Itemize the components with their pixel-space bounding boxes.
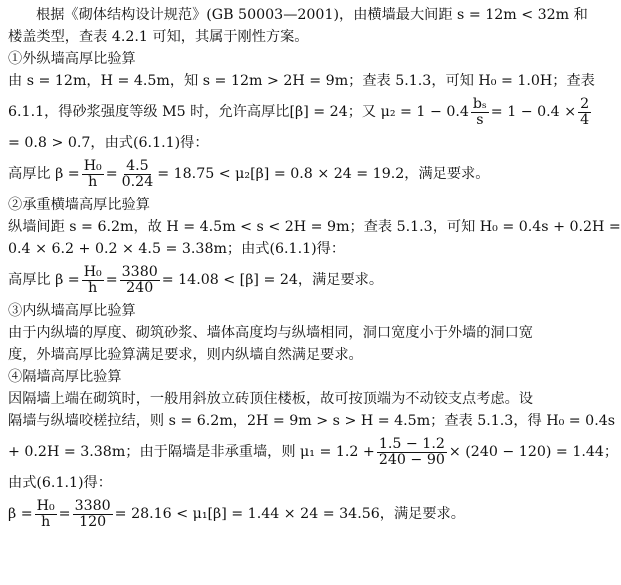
fraction-denominator: h — [88, 279, 98, 296]
fraction — [578, 97, 591, 128]
formula-pre: 6.1.1，得砂浆强度等级 M5 时，允许高厚比[β] = 24；又 μ₂ = 1 − 0.4 — [8, 104, 469, 120]
fraction-denominator: 240 − 90 — [378, 451, 445, 468]
formula-pre: 高厚比 β = — [8, 166, 80, 182]
fraction — [377, 437, 447, 468]
formula-line — [8, 260, 594, 300]
text-line: 根据《砌体结构设计规范》(GB 50003—2001)，由横墙最大间距 s = 12m < 32m 和 — [36, 7, 588, 23]
formula-line — [8, 92, 594, 132]
text-line: ①外纵墙高厚比验算 — [8, 51, 136, 67]
text-line: 由式(6.1.1)得： — [8, 475, 112, 491]
text-line: ④隔墙高厚比验算 — [8, 369, 122, 385]
fraction-numerator: bₛ — [472, 95, 487, 112]
text-line: 隔墙与纵墙咬槎拉结，则 s = 6.2m，2H = 9m > s > H = 4.5m；查表 5.1.3，得 H₀ = 0.4s — [8, 413, 616, 429]
fraction-denominator: h — [41, 513, 51, 530]
fraction — [82, 159, 104, 190]
fraction-numerator: 1.5 − 1.2 — [378, 435, 445, 452]
fraction-denominator: s — [476, 111, 484, 128]
fraction-numerator: 4.5 — [126, 157, 149, 174]
formula-post: = 14.08 < [β] = 24，满足要求。 — [161, 272, 384, 288]
fraction-numerator: H₀ — [83, 263, 102, 280]
formula-mid: = 1 − 0.4 × — [490, 104, 577, 120]
formula-line — [8, 432, 619, 472]
formula-post: = 18.75 < μ₂[β] = 0.8 × 24 = 19.2，满足要求。 — [157, 166, 490, 182]
formula-post: = 28.16 < μ₁[β] = 1.44 × 24 = 34.56，满足要求。 — [114, 506, 465, 522]
formula-mid: = — [58, 506, 71, 522]
formula-mid: × (240 − 120) = 1.44； — [448, 444, 619, 460]
fraction-denominator: 120 — [79, 513, 107, 530]
fraction-denominator: 0.24 — [121, 173, 154, 190]
formula-line — [8, 494, 594, 534]
formula-pre: 高厚比 β = — [8, 272, 80, 288]
formula-pre: β = — [8, 506, 33, 522]
text-line: 由 s = 12m，H = 4.5m，知 s = 12m > 2H = 9m；查表 5.1.3，可知 H₀ = 1.0H；查表 — [8, 73, 595, 89]
fraction — [120, 159, 156, 190]
formula-mid: = — [105, 272, 118, 288]
fraction — [120, 265, 160, 296]
fraction-numerator: 3380 — [74, 497, 111, 514]
text-line: 楼盖类型，查表 4.2.1 可知，其属于刚性方案。 — [8, 29, 309, 45]
text-line: 度，外墙高厚比验算满足要求，则内纵墙自然满足要求。 — [8, 347, 363, 363]
fraction-denominator: h — [88, 173, 98, 190]
fraction-numerator: 3380 — [121, 263, 158, 280]
formula-mid: = — [105, 166, 118, 182]
text-line: = 0.8 > 0.7，由式(6.1.1)得： — [8, 135, 209, 151]
fraction-denominator: 4 — [580, 111, 590, 128]
text-line: 由于内纵墙的厚度、砌筑砂浆、墙体高度均与纵墙相同，洞口宽度小于外墙的洞口宽 — [8, 325, 533, 341]
fraction-numerator: 2 — [580, 95, 590, 112]
formula-pre: + 0.2H = 3.38m；由于隔墙是非承重墙，则 μ₁ = 1.2 + — [8, 444, 375, 460]
fraction — [73, 499, 113, 530]
fraction-numerator: H₀ — [36, 497, 55, 514]
text-line: 因隔墙上端在砌筑时，一般用斜放立砖顶住楼板，故可按顶端为不动铰支点考虑。设 — [8, 391, 533, 407]
text-line: 纵墙间距 s = 6.2m，故 H = 4.5m < s < 2H = 9m；查表 5.1.3，可知 H₀ = 0.4s + 0.2H = — [8, 219, 621, 235]
text-line: ③内纵墙高厚比验算 — [8, 303, 136, 319]
fraction — [82, 265, 104, 296]
fraction — [471, 97, 489, 128]
fraction-numerator: H₀ — [83, 157, 102, 174]
formula-line — [8, 154, 594, 194]
fraction — [35, 499, 57, 530]
text-line: ②承重横墙高厚比验算 — [8, 197, 150, 213]
text-line: 0.4 × 6.2 + 0.2 × 4.5 = 3.38m；由式(6.1.1)得： — [8, 241, 346, 257]
fraction-denominator: 240 — [126, 279, 154, 296]
